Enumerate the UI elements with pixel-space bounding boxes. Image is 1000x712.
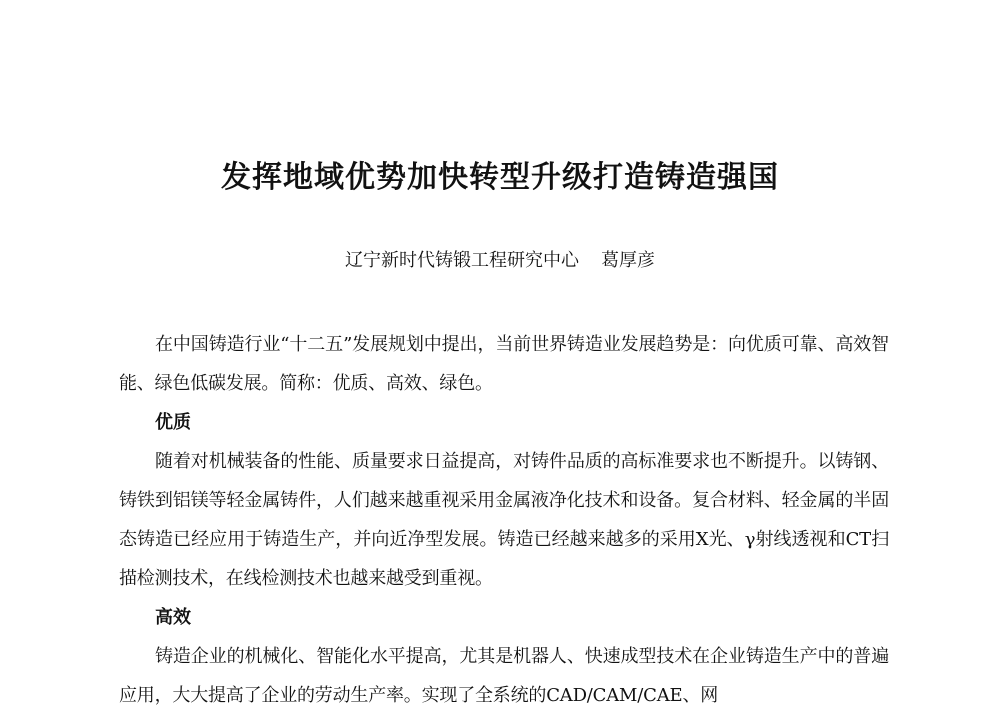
- byline: [0, 244, 1000, 278]
- section-heading-efficiency: 高效: [155, 607, 191, 628]
- author-name: 葛厚彦: [601, 250, 655, 271]
- section-heading-quality: 优质: [155, 412, 191, 433]
- author-organization: 辽宁新时代铸锻工程研究中心: [345, 250, 579, 271]
- efficiency-paragraph: 铸造企业的机械化、智能化水平提高，尤其是机器人、快速成型技术在企业铸造生产中的普遍应用，大大提高了企业的劳动生产率。实现了全系统的CAD/CAM/CAE、网: [119, 646, 889, 706]
- intro-paragraph: 在中国铸造行业“十二五”发展规划中提出，当前世界铸造业发展趋势是：向优质可靠、高效智能、绿色低碳发展。简称：优质、高效、绿色。: [119, 334, 889, 394]
- document-title: 发挥地域优势加快转型升级打造铸造强国: [221, 160, 779, 195]
- quality-paragraph: 随着对机械装备的性能、质量要求日益提高，对铸件品质的高标准要求也不断提升。以铸钢、铸铁到铝镁等轻金属铸件，人们越来越重视采用金属液净化技术和设备。复合材料、轻金属的半固态铸造已经应用于铸造生产，并向近净型发展。铸造已经越来越多的采用X光、γ射线透视和CT扫描检测技术，在线检测技术也越来越受到重视。: [119, 451, 889, 589]
- document-body: [119, 325, 889, 712]
